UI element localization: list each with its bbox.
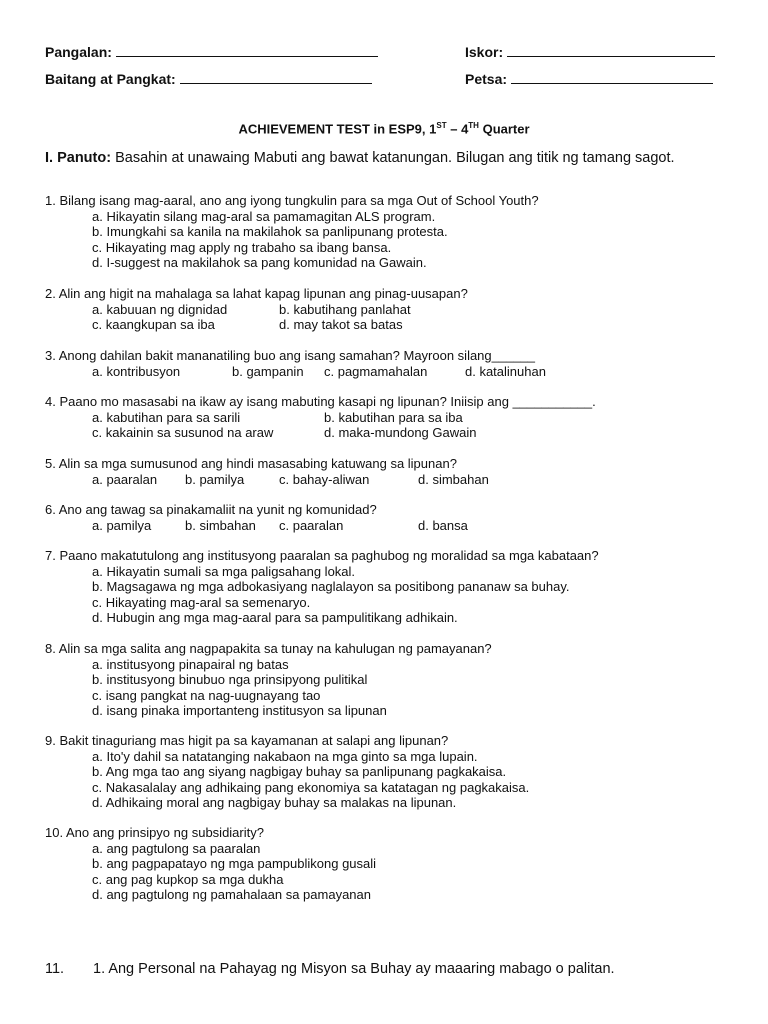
option-d[interactable]: d. Adhikaing moral ang nagbigay buhay sa malakas na lipunan. (92, 795, 457, 811)
title-end: Quarter (478, 121, 530, 137)
question-number: 11. (45, 961, 65, 977)
option-row (45, 410, 745, 426)
question-4 (45, 394, 745, 441)
option-a[interactable]: a. institusyong pinapairal ng batas (92, 656, 289, 672)
grade-section-field (45, 71, 372, 87)
score-field (465, 44, 715, 60)
question-text: 6. Ano ang tawag sa pinakamaliit na yunit ng komunidad? (45, 502, 377, 517)
option-d[interactable]: d. ang pagtulong ng pamahalaan sa pamayanan (92, 887, 371, 903)
option-d[interactable]: d. simbahan (418, 471, 489, 487)
question-11 (45, 961, 615, 977)
name-label: Pangalan: (45, 44, 112, 60)
title-sup-st: ST (436, 121, 447, 130)
question-6 (45, 502, 745, 533)
option-a[interactable]: a. kabutihan para sa sarili (92, 409, 241, 425)
question-text: 9. Bakit tinaguriang mas higit pa sa kayamanan at salapi ang lipunan? (45, 733, 449, 748)
name-blank[interactable] (116, 44, 378, 57)
instructions-label: I. Panuto: (45, 150, 112, 166)
question-2 (45, 286, 745, 333)
option-c[interactable]: c. pagmamahalan (324, 363, 428, 379)
name-field (45, 44, 378, 60)
option-d[interactable]: d. maka-mundong Gawain (324, 425, 477, 441)
question-10 (45, 825, 745, 903)
question-5 (45, 456, 745, 487)
title-sup-th: TH (468, 121, 479, 130)
date-blank[interactable] (511, 71, 713, 84)
option-c[interactable]: c. Hikayating mag-aral sa semenaryo. (92, 594, 311, 610)
option-d[interactable]: d. bansa (418, 517, 468, 533)
question-text: 4. Paano mo masasabi na ikaw ay isang mabuting kasapi ng lipunan? Iniisip ang ___________. (45, 394, 596, 409)
grade-section-label: Baitang at Pangkat: (45, 71, 176, 87)
option-d[interactable]: d. isang pinaka importanteng institusyon sa lipunan (92, 703, 387, 719)
option-b[interactable]: b. Ang mga tao ang siyang nagbigay buhay sa panlipunang pagkakaisa. (92, 764, 507, 780)
option-c[interactable]: c. isang pangkat na nag-uugnayang tao (92, 687, 321, 703)
option-b[interactable]: b. gampanin (232, 363, 304, 379)
option-a[interactable]: a. pamilya (92, 517, 152, 533)
option-a[interactable]: a. kabuuan ng dignidad (92, 301, 228, 317)
question-8 (45, 641, 745, 719)
option-c[interactable]: c. ang pag kupkop sa mga dukha (92, 871, 284, 887)
score-label: Iskor: (465, 44, 504, 60)
option-d[interactable]: d. Hubugin ang mga mag-aaral para sa pampulitikang adhikain. (92, 610, 458, 626)
question-text: 3. Anong dahilan bakit mananatiling buo ang isang samahan? Mayroon silang______ (45, 348, 536, 363)
question-text: 10. Ano ang prinsipyo ng subsidiarity? (45, 825, 264, 840)
option-b[interactable]: b. institusyong binubuo nga prinsipyong pulitikal (92, 672, 368, 688)
option-b[interactable]: b. kabutihang panlahat (279, 301, 411, 317)
question-text: 5. Alin sa mga sumusunod ang hindi masasabing katuwang sa lipunan? (45, 456, 457, 471)
option-a[interactable]: a. paaralan (92, 471, 158, 487)
score-blank[interactable] (507, 44, 715, 57)
option-a[interactable]: a. Hikayatin silang mag-aral sa pamamagitan ALS program. (92, 208, 436, 224)
option-row (45, 317, 745, 333)
option-b[interactable]: b. simbahan (185, 517, 256, 533)
title-dash: – 4 (446, 121, 469, 137)
option-d[interactable]: d. may takot sa batas (279, 317, 403, 333)
instructions (45, 150, 675, 166)
question-1 (45, 193, 745, 271)
option-b[interactable]: b. pamilya (185, 471, 245, 487)
option-c[interactable]: c. bahay-aliwan (279, 471, 370, 487)
option-c[interactable]: c. Nakasalalay ang adhikaing pang ekonomiya sa katatagan ng pagkakaisa. (92, 779, 530, 795)
option-c[interactable]: c. kaangkupan sa iba (92, 317, 215, 333)
option-b[interactable]: b. Imungkahi sa kanila na makilahok sa panlipunang protesta. (92, 224, 448, 240)
option-b[interactable]: b. kabutihan para sa iba (324, 409, 463, 425)
option-row (45, 472, 745, 488)
question-7 (45, 548, 745, 626)
option-d[interactable]: d. I-suggest na makilahok sa pang komunidad na Gawain. (92, 255, 427, 271)
option-b[interactable]: b. Magsagawa ng mga adbokasiyang naglalayon sa positibong pananaw sa buhay. (92, 579, 570, 595)
question-9 (45, 733, 745, 811)
option-a[interactable]: a. kontribusyon (92, 363, 181, 379)
option-row (45, 425, 745, 441)
grade-section-blank[interactable] (180, 71, 372, 84)
title-main: ACHIEVEMENT TEST in ESP9, 1 (238, 121, 437, 137)
option-d[interactable]: d. katalinuhan (465, 363, 546, 379)
question-3 (45, 348, 745, 379)
date-label: Petsa: (465, 71, 508, 87)
option-c[interactable]: c. kakainin sa susunod na araw (92, 425, 274, 441)
instructions-text: Basahin at unawaing Mabuti ang bawat katanungan. Bilugan ang titik ng tamang sagot. (111, 150, 675, 166)
date-field (465, 71, 713, 87)
option-row (45, 518, 745, 534)
option-c[interactable]: c. paaralan (279, 517, 344, 533)
question-text: 7. Paano makatutulong ang institusyong paaralan sa paghubog ng moralidad sa mga kabataan? (45, 548, 599, 563)
question-text: 1. Bilang isang mag-aaral, ano ang iyong tungkulin para sa mga Out of School Youth? (45, 193, 539, 208)
test-title (0, 121, 768, 136)
question-text: 8. Alin sa mga salita ang nagpapakita sa tunay na kahulugan ng pamayanan? (45, 641, 492, 656)
option-c[interactable]: c. Hikayating mag apply ng trabaho sa ibang bansa. (92, 239, 392, 255)
option-b[interactable]: b. ang pagpapatayo ng mga pampublikong gusali (92, 856, 377, 872)
option-row (45, 302, 745, 318)
option-a[interactable]: a. Ito'y dahil sa natatanging nakabaon na mga ginto sa mga lupain. (92, 748, 478, 764)
question-text: 1. Ang Personal na Pahayag ng Misyon sa Buhay ay maaaring mabago o palitan. (93, 961, 615, 977)
option-a[interactable]: a. Hikayatin sumali sa mga paligsahang lokal. (92, 563, 356, 579)
option-row (45, 364, 745, 380)
question-text: 2. Alin ang higit na mahalaga sa lahat kapag lipunan ang pinag-uusapan? (45, 286, 468, 301)
option-a[interactable]: a. ang pagtulong sa paaralan (92, 840, 261, 856)
